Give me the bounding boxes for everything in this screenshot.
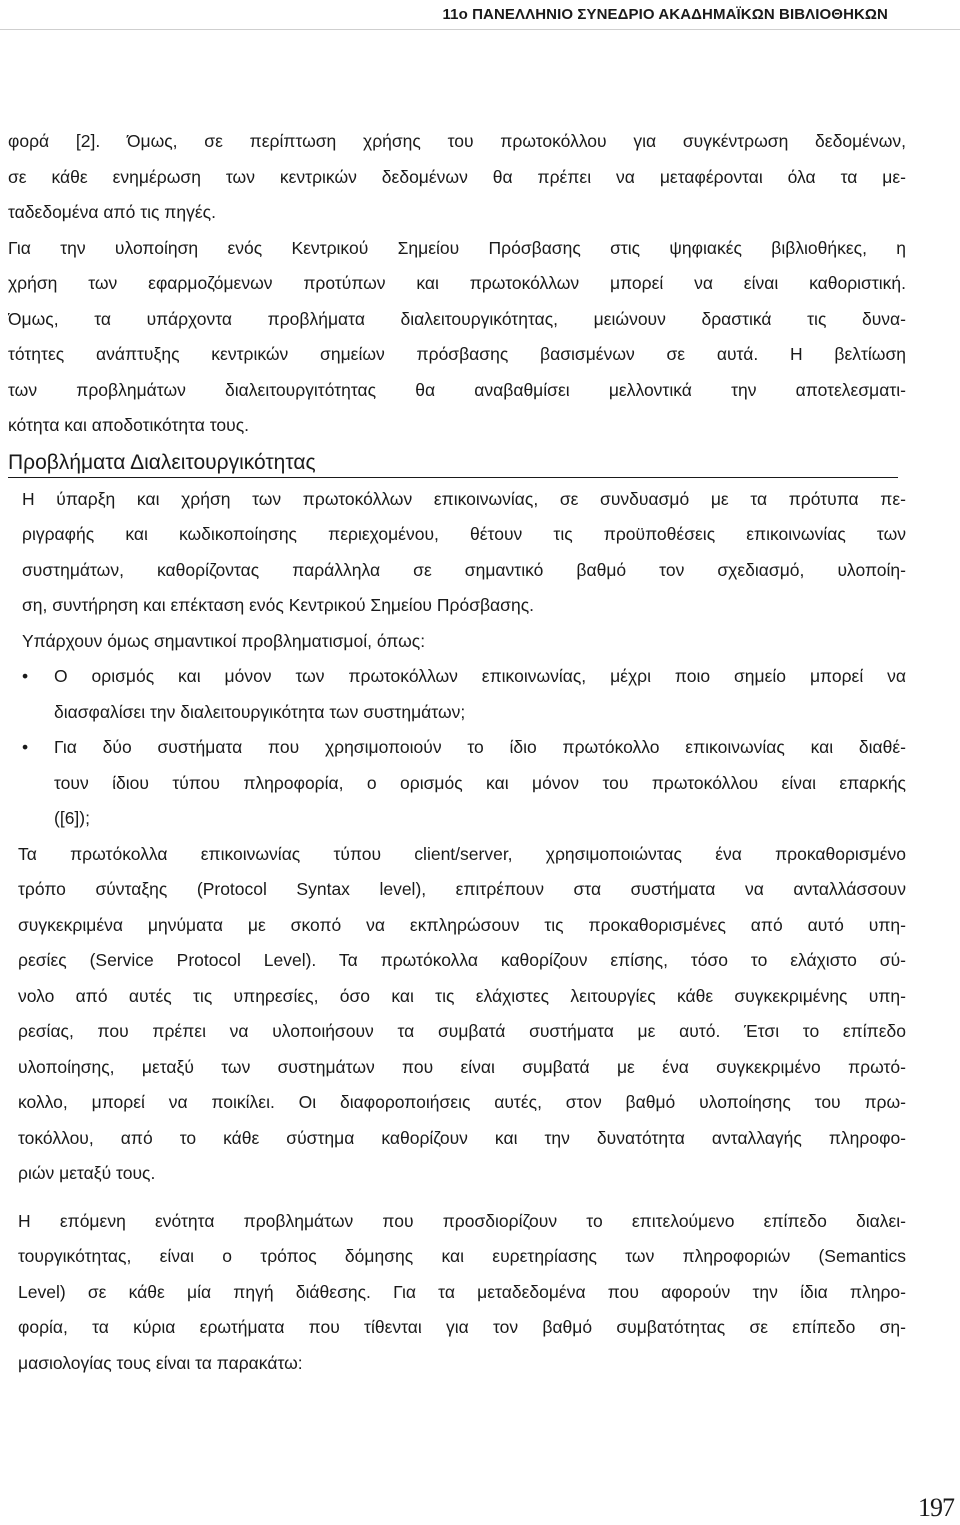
text-line: κολλο, μπορεί να ποικίλει. Οι διαφοροποιήσεις αυτές, στον βαθμό υλοποίησης του πρω-	[18, 1092, 906, 1112]
text-line: Level) σε κάθε μία πηγή διάθεσης. Για τα μεταδεδομένα που αφορούν την ίδια πληρο-	[18, 1281, 906, 1302]
page-body	[8, 124, 906, 1381]
section-heading	[8, 444, 906, 482]
bullet-icon: •	[22, 737, 29, 757]
text-line: Τα πρωτόκολλα επικοινωνίας τύπου client/server, χρησιμοποιώντας ένα προκαθορισμένο	[18, 843, 906, 864]
text-line: ρεσίες (Service Protocol Level). Τα πρωτόκολλα καθορίζουν επίσης, τόσο το ελάχιστο σύ-	[18, 950, 906, 970]
questions-block	[8, 624, 906, 837]
text-line: τότητες ανάπτυξης κεντρικών σημείων πρόσβασης βασισμένων σε αυτά. Η βελτίωση	[8, 344, 906, 364]
text-line: συστημάτων, καθορίζοντας παράλληλα σε σημαντικό βαθμό τον σχεδιασμό, υλοποίη-	[22, 559, 906, 580]
list-item-continuation: διασφαλίσει την διαλειτουργικότητα των συστημάτων;	[54, 701, 466, 722]
paragraph-gap	[8, 1192, 906, 1204]
text-line: ριγραφής και κωδικοποίησης περιεχομένου, θέτουν τις προϋποθέσεις επικοινωνίας των	[22, 524, 906, 544]
list-item	[22, 659, 906, 730]
paragraph-access-point	[8, 231, 906, 444]
text-line: φορία, τα κύρια ερωτήματα που τίθενται για τον βαθμό συμβατότητας σε επίπεδο ση-	[18, 1317, 906, 1337]
text-line: Όμως, τα υπάρχοντα προβλήματα διαλειτουργικότητας, μειώνουν δραστικά τις δυνα-	[8, 308, 906, 329]
list-item-first-line	[22, 659, 906, 695]
text-line: υλοποίησης, μεταξύ των συστημάτων που είναι συμβατά με ένα συγκεκριμένο πρωτό-	[18, 1056, 906, 1077]
section-heading-rule	[8, 477, 898, 478]
text-line: κότητα και αποδοτικότητα τους.	[8, 415, 249, 435]
text-line: ση, συντήρηση και επέκταση ενός Κεντρικού Σημείου Πρόσβασης.	[22, 595, 535, 615]
intro-paragraph	[8, 124, 906, 231]
paragraph-semantics	[8, 1204, 906, 1382]
text-line: ρεσίας, που πρέπει να υλοποιήσουν τα συμβατά συστήματα με αυτό. Έτσι το επίπεδο	[18, 1021, 906, 1041]
text-line: νολο από αυτές τις υπηρεσίες, όσο και τις ελάχιστες λειτουργίες κάθε συγκεκριμένης υπη-	[18, 985, 906, 1006]
text-line: Η ύπαρξη και χρήση των πρωτοκόλλων επικοινωνίας, σε συνδυασμό με τα πρότυπα πε-	[22, 488, 906, 509]
list-item-continuation: τουν ίδιου τύπου πληροφορία, ο ορισμός και μόνον του πρωτοκόλλου είναι επαρκής	[54, 772, 906, 793]
text-line: σε κάθε ενημέρωση των κεντρικών δεδομένων θα πρέπει να μεταφέρονται όλα τα με-	[8, 166, 906, 187]
section-heading-text: Προβλήματα Διαλειτουργικότητας	[8, 450, 316, 474]
list-item-first-line	[22, 730, 906, 766]
text-line: ταδεδομένα από τις πηγές.	[8, 202, 216, 222]
list-item	[22, 730, 906, 837]
page-header: 11ο ΠΑΝΕΛΛΗΝΙΟ ΣΥΝΕΔΡΙΟ ΑΚΑΔΗΜΑΪΚΩΝ ΒΙΒΛΙΟΘΗΚΩΝ	[442, 6, 888, 23]
paragraph-protocols	[8, 482, 906, 624]
questions-intro: Υπάρχουν όμως σημαντικοί προβληματισμοί, όπως:	[22, 630, 426, 651]
text-line: φορά [2]. Όμως, σε περίπτωση χρήσης του πρωτοκόλλου για συγκέντρωση δεδομένων,	[8, 131, 906, 151]
list-item-text: Ο ορισμός και μόνον των πρωτοκόλλων επικοινωνίας, μέχρι ποιο σημείο μπορεί να	[54, 666, 906, 686]
text-line: χρήση των εφαρμοζόμενων προτύπων και πρωτοκόλλων μπορεί να είναι καθοριστική.	[8, 273, 906, 293]
text-line: Η επόμενη ενότητα προβλημάτων που προσδιορίζουν το επιτελούμενο επίπεδο διαλει-	[18, 1210, 906, 1231]
header-rule	[0, 29, 960, 30]
page-number: 197	[918, 1493, 954, 1522]
text-line: μασιολογίας τους είναι τα παρακάτω:	[18, 1352, 303, 1373]
text-line: Για την υλοποίηση ενός Κεντρικού Σημείου Πρόσβασης στις ψηφιακές βιβλιοθήκες, η	[8, 237, 906, 258]
text-line: συγκεκριμένα μηνύματα με σκοπό να εκπληρώσουν τις προκαθορισμένες από αυτό υπη-	[18, 914, 906, 935]
text-line: των προβλημάτων διαλειτουργιτότητας θα αναβαθμίσει μελλοντικά την αποτελεσματι-	[8, 379, 906, 400]
list-item-text: Για δύο συστήματα που χρησιμοποιούν το ίδιο πρωτόκολλο επικοινωνίας και διαθέ-	[54, 737, 906, 757]
text-line: τουργικότητας, είναι ο τρόπος δόμησης και ευρετηρίασης των πληροφοριών (Semantics	[18, 1246, 906, 1266]
text-line: τοκόλλου, από το κάθε σύστημα καθορίζουν και την δυνατότητα ανταλλαγής πληροφο-	[18, 1127, 906, 1148]
text-line: ριών μεταξύ τους.	[18, 1163, 156, 1183]
text-line: τρόπο σύνταξης (Protocol Syntax level), επιτρέπουν στα συστήματα να ανταλλάσσουν	[18, 879, 906, 899]
list-item-continuation: ([6]);	[54, 808, 90, 828]
paragraph-client-server	[8, 837, 906, 1192]
bullet-icon: •	[22, 666, 29, 686]
